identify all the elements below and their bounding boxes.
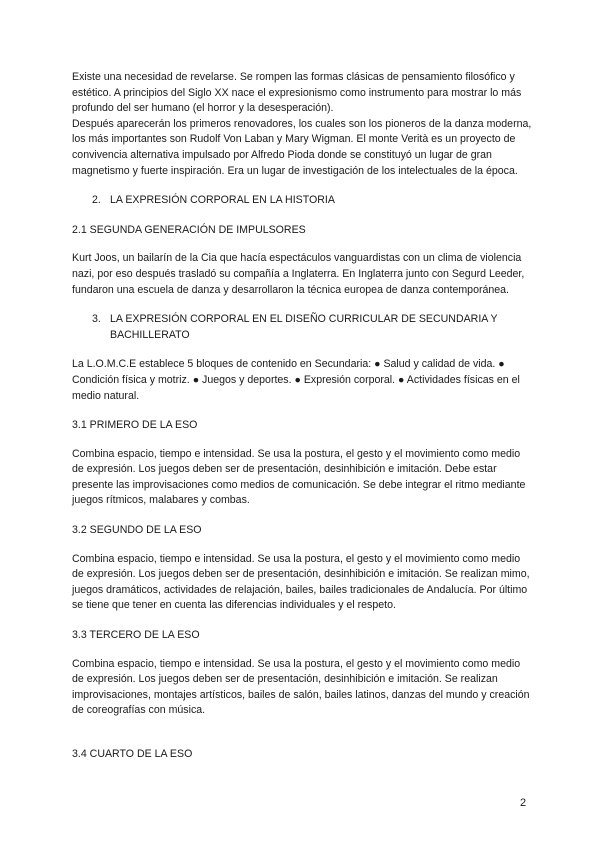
paragraph-kurt-joos: Kurt Joos, un bailarín de la Cia que hacía espectáculos vanguardistas con un clima de violencia nazi, por eso después trasladó su compañía a Inglaterra. En Inglaterra junto con Segurd Leeder, fundaron una escuela de danza y desarrollaron la técnica europea de danza contemporánea. <box>72 252 525 296</box>
paragraph-lomce: La L.O.M.C.E establece 5 bloques de contenido en Secundaria: ● Salud y calidad de vida. ● Condición física y motriz. ● Juegos y deportes. ● Expresión corporal. ● Actividades físicas en el medio natural. <box>72 358 520 402</box>
section-number: 3. <box>92 313 101 326</box>
subsection-heading-3-3: 3.3 TERCERO DE LA ESO <box>72 629 200 642</box>
section-number: 2. <box>92 194 101 207</box>
document-page <box>72 70 532 763</box>
paragraph-segundo: Combina espacio, tiempo e intensidad. Se usa la postura, el gesto y el movimiento como medio de expresión. Los juegos deben ser de presentación, desinhibición e imitación. Se realizan mimo, juegos dramáticos, actividades de relajación, bailes, bailes tradicionales de Andalucía. Por último se tiene que tener en cuenta las diferencias individuales y el respeto. <box>72 552 530 612</box>
paragraph-renovadores: Después aparecerán los primeros renovadores, los cuales son los pioneros de la danza moderna, los más importantes son Rudolf Von Laban y Mary Wigman. El monte Verità es un proyecto de convivencia alternativa impulsado por Alfredo Pioda donde se constituyó un lugar de gran magnetismo y fuerte inspiración. Era un lugar de investigación de los intelectuales de la época. <box>72 117 532 177</box>
page-number: 2 <box>520 797 527 809</box>
subsection-heading-3-2: 3.2 SEGUNDO DE LA ESO <box>72 524 202 537</box>
section-title: LA EXPRESIÓN CORPORAL EN LA HISTORIA <box>110 194 335 207</box>
paragraph-expresionismo: Existe una necesidad de revelarse. Se rompen las formas clásicas de pensamiento filosófico y estético. A principios del Siglo XX nace el expresionismo como instrumento para mostrar lo más profundo del ser humano (el horror y la desesperación). <box>72 71 522 115</box>
subsection-heading-2-1: 2.1 SEGUNDA GENERACIÓN DE IMPULSORES <box>72 223 306 236</box>
paragraph-primero: Combina espacio, tiempo e intensidad. Se usa la postura, el gesto y el movimiento como medio de expresión. Los juegos deben ser de presentación, desinhibición e imitación. Debe estar presente las improvisaciones como medios de comunicación. Se debe integrar el ritmo mediante juegos rítmicos, malabares y combas. <box>72 447 526 507</box>
paragraph-tercero: Combina espacio, tiempo e intensidad. Se usa la postura, el gesto y el movimiento como medio de expresión. Los juegos deben ser de presentación, desinhibición e imitación. Se realizan improvisaciones, montajes artísticos, bailes de salón, bailes latinos, danzas del mundo y creación de coreografías con música. <box>72 657 530 717</box>
section-title: LA EXPRESIÓN CORPORAL EN EL DISEÑO CURRICULAR DE SECUNDARIA Y BACHILLERATO <box>110 313 498 341</box>
subsection-heading-3-4: 3.4 CUARTO DE LA ESO <box>72 748 193 760</box>
section-heading-3 <box>72 312 532 343</box>
section-heading-2 <box>72 193 532 209</box>
subsection-heading-3-1: 3.1 PRIMERO DE LA ESO <box>72 419 198 432</box>
